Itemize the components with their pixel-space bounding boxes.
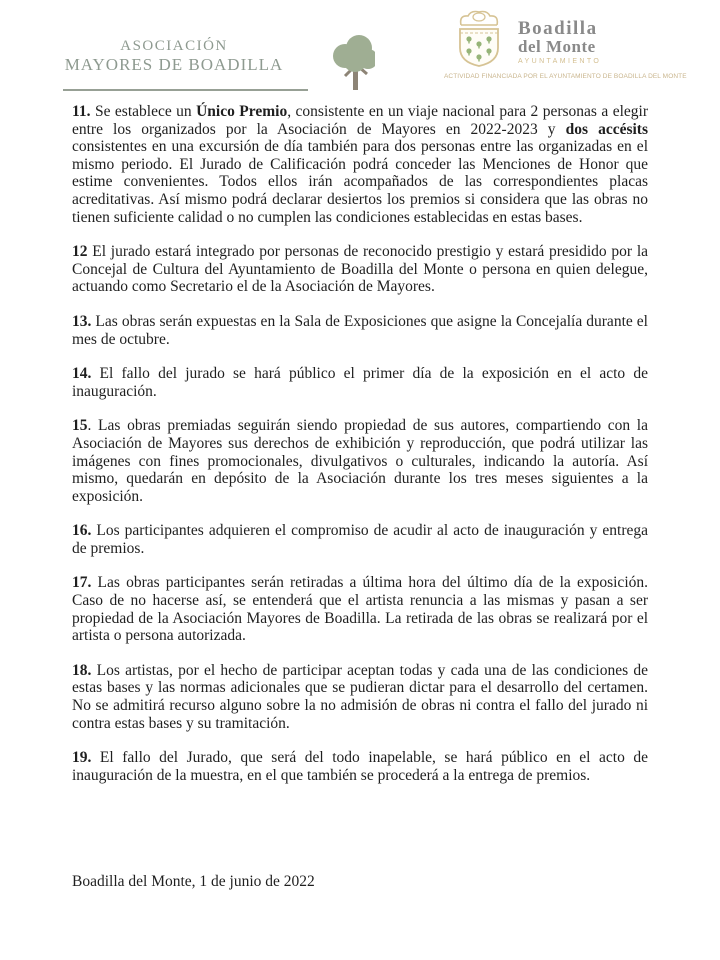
association-name-line2: MAYORES DE BOADILLA bbox=[64, 55, 284, 74]
association-name-line1: ASOCIACIÓN bbox=[120, 38, 228, 54]
paragraph-12: 12 El jurado estará integrado por personas de reconocido prestigio y estará presidido por la Concejal de Cultura del Ayuntamiento de Boadilla del Monte o persona en quien delegue, actuando como Secretario el de la Asociación de Mayores. bbox=[72, 243, 648, 296]
paragraph-13: 13. Las obras serán expuestas en la Sala de Exposiciones que asigne la Concejalía durante el mes de octubre. bbox=[72, 312, 648, 348]
paragraph-17: 17. Las obras participantes serán retiradas a última hora del último día de la exposición. Caso de no hacerse así, se entenderá que el artista renuncia a las mismas y pasan a ser propiedad de la Asociación Mayores de Boadilla. La retirada de las obras se realizará por el artista o persona autorizada. bbox=[72, 574, 648, 645]
association-logo bbox=[63, 34, 311, 96]
association-logo-underline bbox=[63, 89, 308, 91]
ayuntamiento-logo-text bbox=[518, 10, 601, 66]
tree-icon bbox=[275, 32, 375, 94]
ayuntamiento-name-line3: AYUNTAMIENTO bbox=[518, 58, 602, 65]
paragraph-14: 14. El fallo del jurado se hará público el primer día de la exposición en el acto de inauguración. bbox=[72, 365, 648, 400]
paragraph-11: 11. Se establece un Único Premio, consistente en un viaje nacional para 2 personas a elegir entre los organizados por la Asociación de Mayores en 2022-2023 y dos accésits consistentes en una excursión de día también para dos personas entre las organizadas en el mismo periodo. El Jurado de Calificación podrá conceder las Menciones de Honor que estime convenientes. Todos ellos irán acompañados de las correspondientes placas acreditativas. Así mismo podrá declarar desiertos los premios si considera que las obras no tienen suficiente calidad o no cumplen las condiciones establecidas en estas bases. bbox=[72, 103, 649, 226]
ayuntamiento-name-line1: Boadilla bbox=[518, 18, 598, 39]
ayuntamiento-logo-row bbox=[448, 10, 666, 68]
paragraph-15: 15. Las obras premiadas seguirán siendo propiedad de sus autores, compartiendo con la Asociación de Mayores sus derechos de exhibición y reproducción, que podrá utilizar las imágenes con fines promocionales, divulgativos o culturales, indicando la autoría. Así mismo, quedarán en depósito de la Asociación durante los tres meses siguientes a la exposición. bbox=[72, 417, 648, 505]
ayuntamiento-logo bbox=[444, 10, 687, 86]
date-line: Boadilla del Monte, 1 de junio de 2022 bbox=[72, 873, 315, 891]
funding-note: ACTIVIDAD FINANCIADA POR EL AYUNTAMIENTO DE BOADILLA DEL MONTE bbox=[444, 73, 687, 80]
paragraph-16: 16. Los participantes adquieren el compromiso de acudir al acto de inauguración y entrega de premios. bbox=[72, 522, 648, 557]
association-logo-text bbox=[63, 38, 285, 74]
paragraph-19: 19. El fallo del Jurado, que será del todo inapelable, se hará público en el acto de inauguración de la muestra, en el que también se procederá a la entrega de premios. bbox=[72, 749, 648, 784]
crest-icon bbox=[448, 10, 510, 68]
paragraph-18: 18. Los artistas, por el hecho de participar aceptan todas y cada una de las condiciones de estas bases y las normas adicionales que se pudieran dictar para el desarrollo del certamen. No se admitirá recurso alguno sobre la no admisión de obras ni contra el fallo del jurado ni contra estas bases y su tramitación. bbox=[72, 661, 648, 732]
ayuntamiento-name-line2: del Monte bbox=[518, 37, 596, 56]
